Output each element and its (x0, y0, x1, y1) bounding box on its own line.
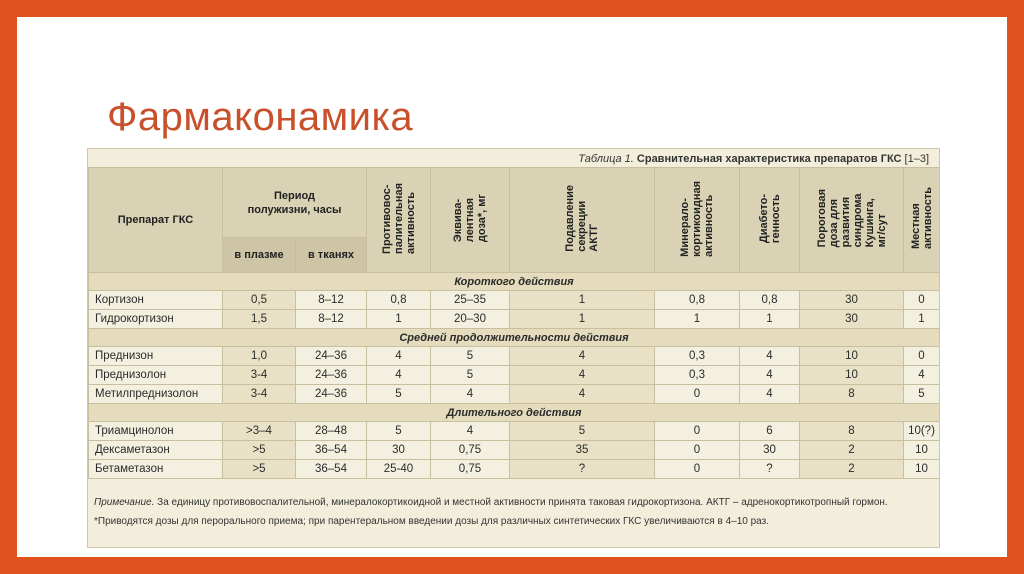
drug-name-cell: Дексаметазон (89, 441, 223, 460)
table-cell: 1 (510, 291, 655, 310)
header-equivalent-dose: Эквива- лентная доза*, мг (431, 168, 510, 273)
table-cell: 4 (431, 385, 510, 404)
table-cell: 1 (510, 310, 655, 329)
note-text: За единицу противовоспалительной, минералокортикоидной и местной активности принята таковая гидрокортизона. АКТГ – адренокортикотропный гормон. (157, 497, 888, 508)
table-notes (94, 496, 934, 529)
table-cell: 0 (655, 441, 740, 460)
table-cell: 1,0 (223, 347, 296, 366)
drug-name-cell: Преднизолон (89, 366, 223, 385)
table-cell: 0,3 (655, 347, 740, 366)
header-antiinflammatory: Противовос- палительная активность (367, 168, 431, 273)
table-cell: 4 (740, 385, 800, 404)
table-cell: 8–12 (296, 310, 367, 329)
table-cell: 30 (800, 310, 904, 329)
table-cell: 4 (740, 347, 800, 366)
table-cell: 0 (655, 422, 740, 441)
table-cell: 8 (800, 385, 904, 404)
table-cell: 28–48 (296, 422, 367, 441)
table-cell: 24–36 (296, 347, 367, 366)
table-cell: 4 (431, 422, 510, 441)
table-cell: 0,8 (367, 291, 431, 310)
table-cell: 30 (800, 291, 904, 310)
table-cell: 0,75 (431, 460, 510, 479)
drug-name-cell: Триамцинолон (89, 422, 223, 441)
table-cell: 0,75 (431, 441, 510, 460)
table-cell: 4 (367, 347, 431, 366)
table-cell: 24–36 (296, 385, 367, 404)
gks-table (88, 167, 940, 479)
table-cell: 2 (800, 441, 904, 460)
header-cushing-dose: Пороговая доза для развития синдрома Кушинга, мг/сут (800, 168, 904, 273)
table-cell: 8 (800, 422, 904, 441)
table-row (89, 422, 940, 441)
header-plasma: в плазме (223, 238, 296, 273)
table-cell: 1 (655, 310, 740, 329)
table-cell: 5 (367, 422, 431, 441)
table-figure (87, 148, 940, 548)
table-cell: ? (740, 460, 800, 479)
table-cell: 6 (740, 422, 800, 441)
table-body (89, 273, 940, 479)
note-label: Примечание. (94, 497, 155, 508)
table-row (89, 385, 940, 404)
footnote: *Приводятся дозы для перорального приема; при парентеральном введении дозы для различных синтетических ГКС увеличиваются в 4–10 раз. (94, 516, 769, 527)
header-mineralocorticoid: Минерало- кортикоидная активность (655, 168, 740, 273)
header-tissue: в тканях (296, 238, 367, 273)
table-cell: 4 (904, 366, 940, 385)
table-cell: 0 (904, 291, 940, 310)
header-drug: Препарат ГКС (89, 168, 223, 273)
section-title: Средней продолжительности действия (89, 329, 940, 347)
table-cell: 10(?) (904, 422, 940, 441)
table-cell: 36–54 (296, 441, 367, 460)
table-cell: 1 (904, 310, 940, 329)
drug-name-cell: Преднизон (89, 347, 223, 366)
section-row (89, 273, 940, 291)
table-cell: 2 (800, 460, 904, 479)
table-cell: 0 (904, 347, 940, 366)
table-cell: 1 (740, 310, 800, 329)
header-half-life: Период полужизни, часы (223, 168, 367, 238)
section-title: Короткого действия (89, 273, 940, 291)
table-cell: 5 (510, 422, 655, 441)
table-cell: 5 (367, 385, 431, 404)
caption-title: Сравнительная характеристика препаратов ГКС (636, 153, 902, 165)
table-caption (578, 153, 929, 165)
table-cell: 0,8 (655, 291, 740, 310)
table-cell: 25–35 (431, 291, 510, 310)
table-cell: 36–54 (296, 460, 367, 479)
table-cell: 3-4 (223, 385, 296, 404)
table-cell: 0,8 (740, 291, 800, 310)
table-cell: 25-40 (367, 460, 431, 479)
caption-number: Таблица 1. (578, 153, 634, 165)
table-row (89, 366, 940, 385)
table-cell: >3–4 (223, 422, 296, 441)
table-cell: 0 (655, 460, 740, 479)
table-cell: 10 (800, 366, 904, 385)
table-cell: ? (510, 460, 655, 479)
header-diabetogenicity: Диабето- генность (740, 168, 800, 273)
table-cell: 35 (510, 441, 655, 460)
table-cell: >5 (223, 441, 296, 460)
table-cell: 4 (510, 347, 655, 366)
table-cell: 8–12 (296, 291, 367, 310)
table-cell: 10 (904, 460, 940, 479)
table-cell: 1 (367, 310, 431, 329)
table-row (89, 291, 940, 310)
table-cell: 0 (655, 385, 740, 404)
table-cell: 4 (510, 385, 655, 404)
table-cell: 1,5 (223, 310, 296, 329)
section-row (89, 404, 940, 422)
table-row (89, 347, 940, 366)
table-cell: 0,3 (655, 366, 740, 385)
table-cell: >5 (223, 460, 296, 479)
table-cell: 30 (367, 441, 431, 460)
table-cell: 10 (904, 441, 940, 460)
slide-title: Фармаконамика (107, 95, 414, 139)
table-row (89, 460, 940, 479)
drug-name-cell: Бетаметазон (89, 460, 223, 479)
table-row (89, 441, 940, 460)
table-cell: 5 (431, 366, 510, 385)
drug-name-cell: Кортизон (89, 291, 223, 310)
drug-name-cell: Гидрокортизон (89, 310, 223, 329)
header-local-activity: Местная активность (904, 168, 940, 273)
table-cell: 4 (510, 366, 655, 385)
caption-ref: [1–3] (904, 153, 929, 165)
table-cell: 5 (904, 385, 940, 404)
table-cell: 4 (740, 366, 800, 385)
table-cell: 24–36 (296, 366, 367, 385)
drug-name-cell: Метилпреднизолон (89, 385, 223, 404)
table-cell: 10 (800, 347, 904, 366)
table-cell: 30 (740, 441, 800, 460)
table-cell: 5 (431, 347, 510, 366)
header-acth: Подавление секреции АКТГ (510, 168, 655, 273)
note (94, 496, 934, 510)
section-title: Длительного действия (89, 404, 940, 422)
slide (17, 17, 1007, 557)
table-cell: 3-4 (223, 366, 296, 385)
section-row (89, 329, 940, 347)
table-cell: 20–30 (431, 310, 510, 329)
table-cell: 0,5 (223, 291, 296, 310)
table-row (89, 310, 940, 329)
table-cell: 4 (367, 366, 431, 385)
